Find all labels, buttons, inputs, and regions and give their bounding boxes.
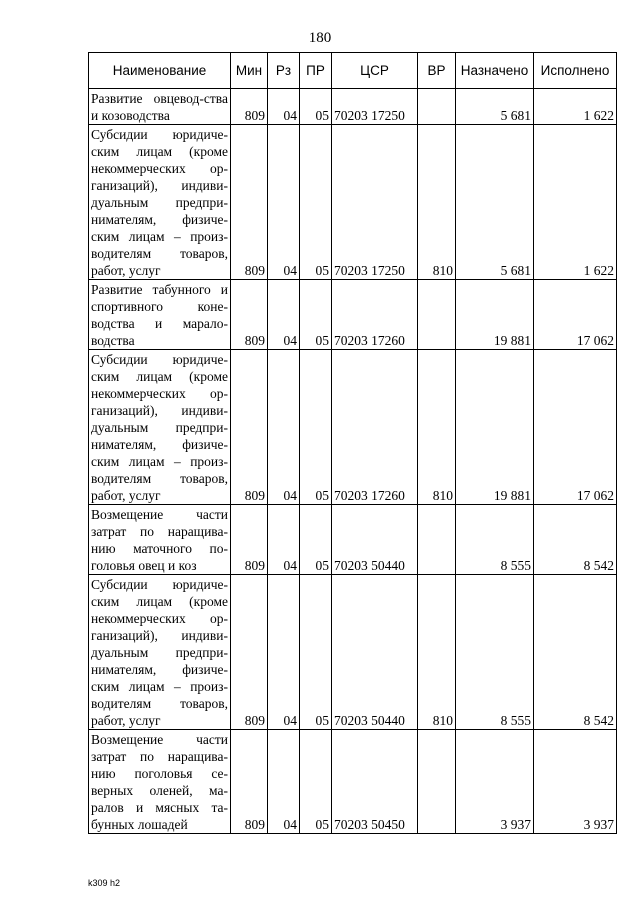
row-csr: 70203 17260 bbox=[332, 280, 418, 350]
footer-code: k309 h2 bbox=[88, 878, 121, 888]
row-min: 809 bbox=[231, 350, 268, 505]
row-rz: 04 bbox=[268, 575, 300, 730]
row-rz: 04 bbox=[268, 125, 300, 280]
row-csr: 70203 17260 bbox=[332, 350, 418, 505]
row-vr bbox=[418, 505, 456, 575]
row-min: 809 bbox=[231, 575, 268, 730]
table-row bbox=[89, 125, 617, 280]
row-pr: 05 bbox=[300, 350, 332, 505]
table-row bbox=[89, 575, 617, 730]
row-name: Развитие овцевод-ства и козоводства bbox=[89, 89, 231, 125]
row-vr: 810 bbox=[418, 575, 456, 730]
table-row bbox=[89, 280, 617, 350]
row-rz: 04 bbox=[268, 505, 300, 575]
budget-table bbox=[88, 52, 617, 834]
row-executed: 8 542 bbox=[534, 505, 617, 575]
row-min: 809 bbox=[231, 125, 268, 280]
col-header-min: Мин bbox=[231, 53, 268, 89]
row-rz: 04 bbox=[268, 730, 300, 834]
row-vr: 810 bbox=[418, 350, 456, 505]
row-csr: 70203 17250 bbox=[332, 125, 418, 280]
row-rz: 04 bbox=[268, 280, 300, 350]
table-row bbox=[89, 505, 617, 575]
row-csr: 70203 50440 bbox=[332, 505, 418, 575]
row-pr: 05 bbox=[300, 730, 332, 834]
row-executed: 1 622 bbox=[534, 125, 617, 280]
row-name: Субсидии юридиче-ским лицам (кроме некоммерческих ор-ганизаций), индиви-дуальным предпри-нимателям, физиче-ским лицам – произ-водителям товаров, работ, услуг bbox=[89, 575, 231, 730]
table-header-row bbox=[89, 53, 617, 89]
row-csr: 70203 50450 bbox=[332, 730, 418, 834]
col-header-csr: ЦСР bbox=[332, 53, 418, 89]
col-header-assigned: Назначено bbox=[456, 53, 534, 89]
table-row bbox=[89, 89, 617, 125]
row-pr: 05 bbox=[300, 505, 332, 575]
row-name: Развитие табунного и спортивного коне-водства и марало-водства bbox=[89, 280, 231, 350]
col-header-executed: Исполнено bbox=[534, 53, 617, 89]
row-assigned: 5 681 bbox=[456, 89, 534, 125]
row-assigned: 8 555 bbox=[456, 505, 534, 575]
row-executed: 8 542 bbox=[534, 575, 617, 730]
row-executed: 17 062 bbox=[534, 350, 617, 505]
row-assigned: 5 681 bbox=[456, 125, 534, 280]
col-header-name: Наименование bbox=[89, 53, 231, 89]
row-executed: 3 937 bbox=[534, 730, 617, 834]
table-row bbox=[89, 350, 617, 505]
row-assigned: 19 881 bbox=[456, 350, 534, 505]
row-assigned: 3 937 bbox=[456, 730, 534, 834]
row-name: Возмещение части затрат по наращива-нию поголовья се-верных оленей, ма-ралов и мясных та-бунных лошадей bbox=[89, 730, 231, 834]
row-pr: 05 bbox=[300, 125, 332, 280]
row-pr: 05 bbox=[300, 575, 332, 730]
col-header-vr: ВР bbox=[418, 53, 456, 89]
row-executed: 1 622 bbox=[534, 89, 617, 125]
row-vr bbox=[418, 89, 456, 125]
col-header-pr: ПР bbox=[300, 53, 332, 89]
row-vr bbox=[418, 730, 456, 834]
row-vr bbox=[418, 280, 456, 350]
row-rz: 04 bbox=[268, 89, 300, 125]
row-pr: 05 bbox=[300, 280, 332, 350]
row-csr: 70203 17250 bbox=[332, 89, 418, 125]
row-pr: 05 bbox=[300, 89, 332, 125]
row-assigned: 8 555 bbox=[456, 575, 534, 730]
row-assigned: 19 881 bbox=[456, 280, 534, 350]
row-min: 809 bbox=[231, 730, 268, 834]
row-name: Субсидии юридиче-ским лицам (кроме некоммерческих ор-ганизаций), индиви-дуальным предпри-нимателям, физиче-ским лицам – произ-водителям товаров, работ, услуг bbox=[89, 125, 231, 280]
row-rz: 04 bbox=[268, 350, 300, 505]
row-min: 809 bbox=[231, 505, 268, 575]
row-name: Возмещение части затрат по наращива-нию маточного по-головья овец и коз bbox=[89, 505, 231, 575]
page-number: 180 bbox=[308, 30, 332, 46]
row-min: 809 bbox=[231, 89, 268, 125]
row-name: Субсидии юридиче-ским лицам (кроме некоммерческих ор-ганизаций), индиви-дуальным предпри-нимателям, физиче-ским лицам – произ-водителям товаров, работ, услуг bbox=[89, 350, 231, 505]
row-min: 809 bbox=[231, 280, 268, 350]
row-vr: 810 bbox=[418, 125, 456, 280]
col-header-rz: Рз bbox=[268, 53, 300, 89]
table-row bbox=[89, 730, 617, 834]
row-csr: 70203 50440 bbox=[332, 575, 418, 730]
row-executed: 17 062 bbox=[534, 280, 617, 350]
